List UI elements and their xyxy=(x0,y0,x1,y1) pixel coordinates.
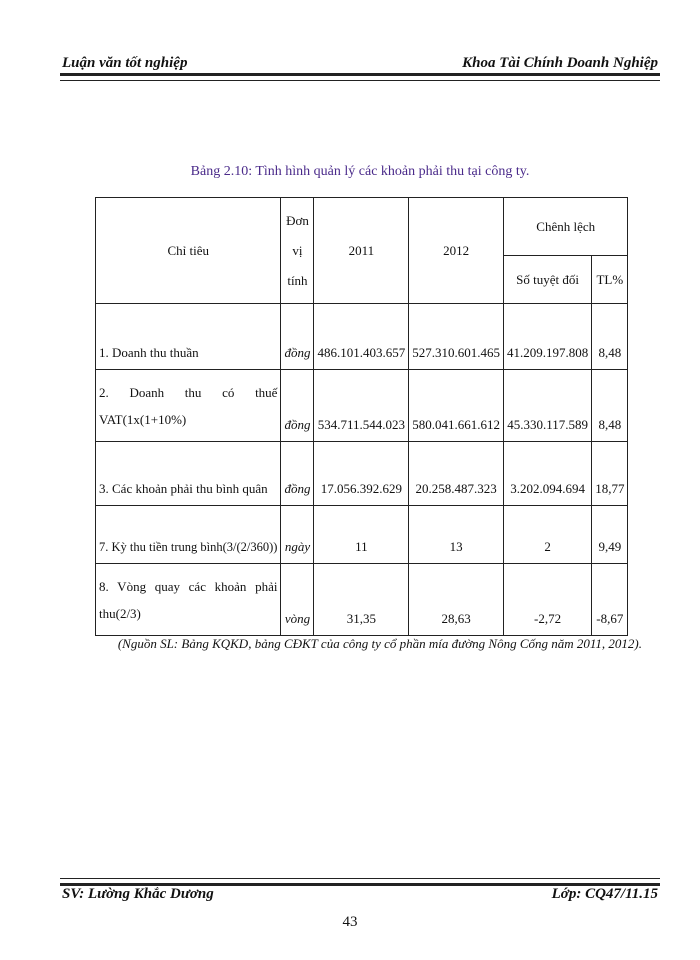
footer-class: Lớp: CQ47/11.15 xyxy=(551,886,658,902)
header-unit-line1: Đơn vị xyxy=(286,212,309,258)
row-label-line2: VAT(1x(1+10%) xyxy=(99,411,187,427)
header-rule xyxy=(60,73,660,81)
row-value-absolute: 3.202.094.694 xyxy=(503,442,591,506)
header-indicator: Chỉ tiêu xyxy=(96,198,281,304)
row-value-percent: 9,49 xyxy=(592,506,628,564)
row-label-line1: 2. Doanh thu có thuế xyxy=(99,384,278,400)
table-row xyxy=(96,370,628,442)
table-header-row xyxy=(96,198,628,256)
row-unit: ngày xyxy=(281,506,314,564)
row-unit: đồng xyxy=(281,370,314,442)
header-year-2011: 2011 xyxy=(314,198,409,304)
page-number: 43 xyxy=(342,914,358,930)
receivables-table xyxy=(95,197,628,636)
page-footer xyxy=(62,886,658,908)
row-value-2011: 17.056.392.629 xyxy=(314,442,409,506)
row-value-2011: 31,35 xyxy=(314,564,409,636)
row-label xyxy=(96,564,281,636)
header-unit xyxy=(281,198,314,304)
source-note: (Nguồn SL: Bảng KQKD, bảng CĐKT của công ty cổ phần mía đường Nông Cống năm 2011, 2012). xyxy=(117,636,642,651)
table-row xyxy=(96,564,628,636)
row-label: 1. Doanh thu thuần xyxy=(96,304,281,370)
row-value-absolute: -2,72 xyxy=(503,564,591,636)
row-unit: vòng xyxy=(281,564,314,636)
table-caption: Bảng 2.10: Tình hình quản lý các khoản phải thu tại công ty. xyxy=(190,164,530,179)
header-difference: Chênh lệch xyxy=(503,198,628,256)
header-absolute: Số tuyệt đối xyxy=(503,256,591,304)
row-label-line1: 8. Vòng quay các khoản phải xyxy=(99,578,278,594)
row-label xyxy=(96,370,281,442)
row-value-percent: 8,48 xyxy=(592,370,628,442)
row-value-2012: 20.258.487.323 xyxy=(409,442,504,506)
row-value-percent: -8,67 xyxy=(592,564,628,636)
header-faculty: Khoa Tài Chính Doanh Nghiệp xyxy=(462,55,658,71)
row-label-line2: thu(2/3) xyxy=(99,605,141,621)
header-year-2012: 2012 xyxy=(409,198,504,304)
header-unit-line2: tính xyxy=(287,272,308,288)
row-value-absolute: 2 xyxy=(503,506,591,564)
row-label: 7. Kỳ thu tiền trung bình(3/(2/360)) xyxy=(96,506,281,564)
footer-rule xyxy=(60,878,660,886)
footer-student: SV: Lường Khắc Dương xyxy=(62,886,214,902)
row-value-2011: 486.101.403.657 xyxy=(314,304,409,370)
row-value-absolute: 41.209.197.808 xyxy=(503,304,591,370)
row-value-2012: 580.041.661.612 xyxy=(409,370,504,442)
row-value-2012: 13 xyxy=(409,506,504,564)
row-value-percent: 8,48 xyxy=(592,304,628,370)
row-value-absolute: 45.330.117.589 xyxy=(503,370,591,442)
row-value-2011: 534.711.544.023 xyxy=(314,370,409,442)
row-value-2011: 11 xyxy=(314,506,409,564)
table-row xyxy=(96,304,628,370)
row-unit: đồng xyxy=(281,304,314,370)
row-value-2012: 527.310.601.465 xyxy=(409,304,504,370)
header-thesis-title: Luận văn tốt nghiệp xyxy=(62,55,188,71)
row-unit: đồng xyxy=(281,442,314,506)
row-value-2012: 28,63 xyxy=(409,564,504,636)
header-percent: TL% xyxy=(592,256,628,304)
table-row xyxy=(96,442,628,506)
table-row xyxy=(96,506,628,564)
page-header xyxy=(62,50,658,72)
row-label: 3. Các khoản phải thu bình quân xyxy=(96,442,281,506)
row-value-percent: 18,77 xyxy=(592,442,628,506)
